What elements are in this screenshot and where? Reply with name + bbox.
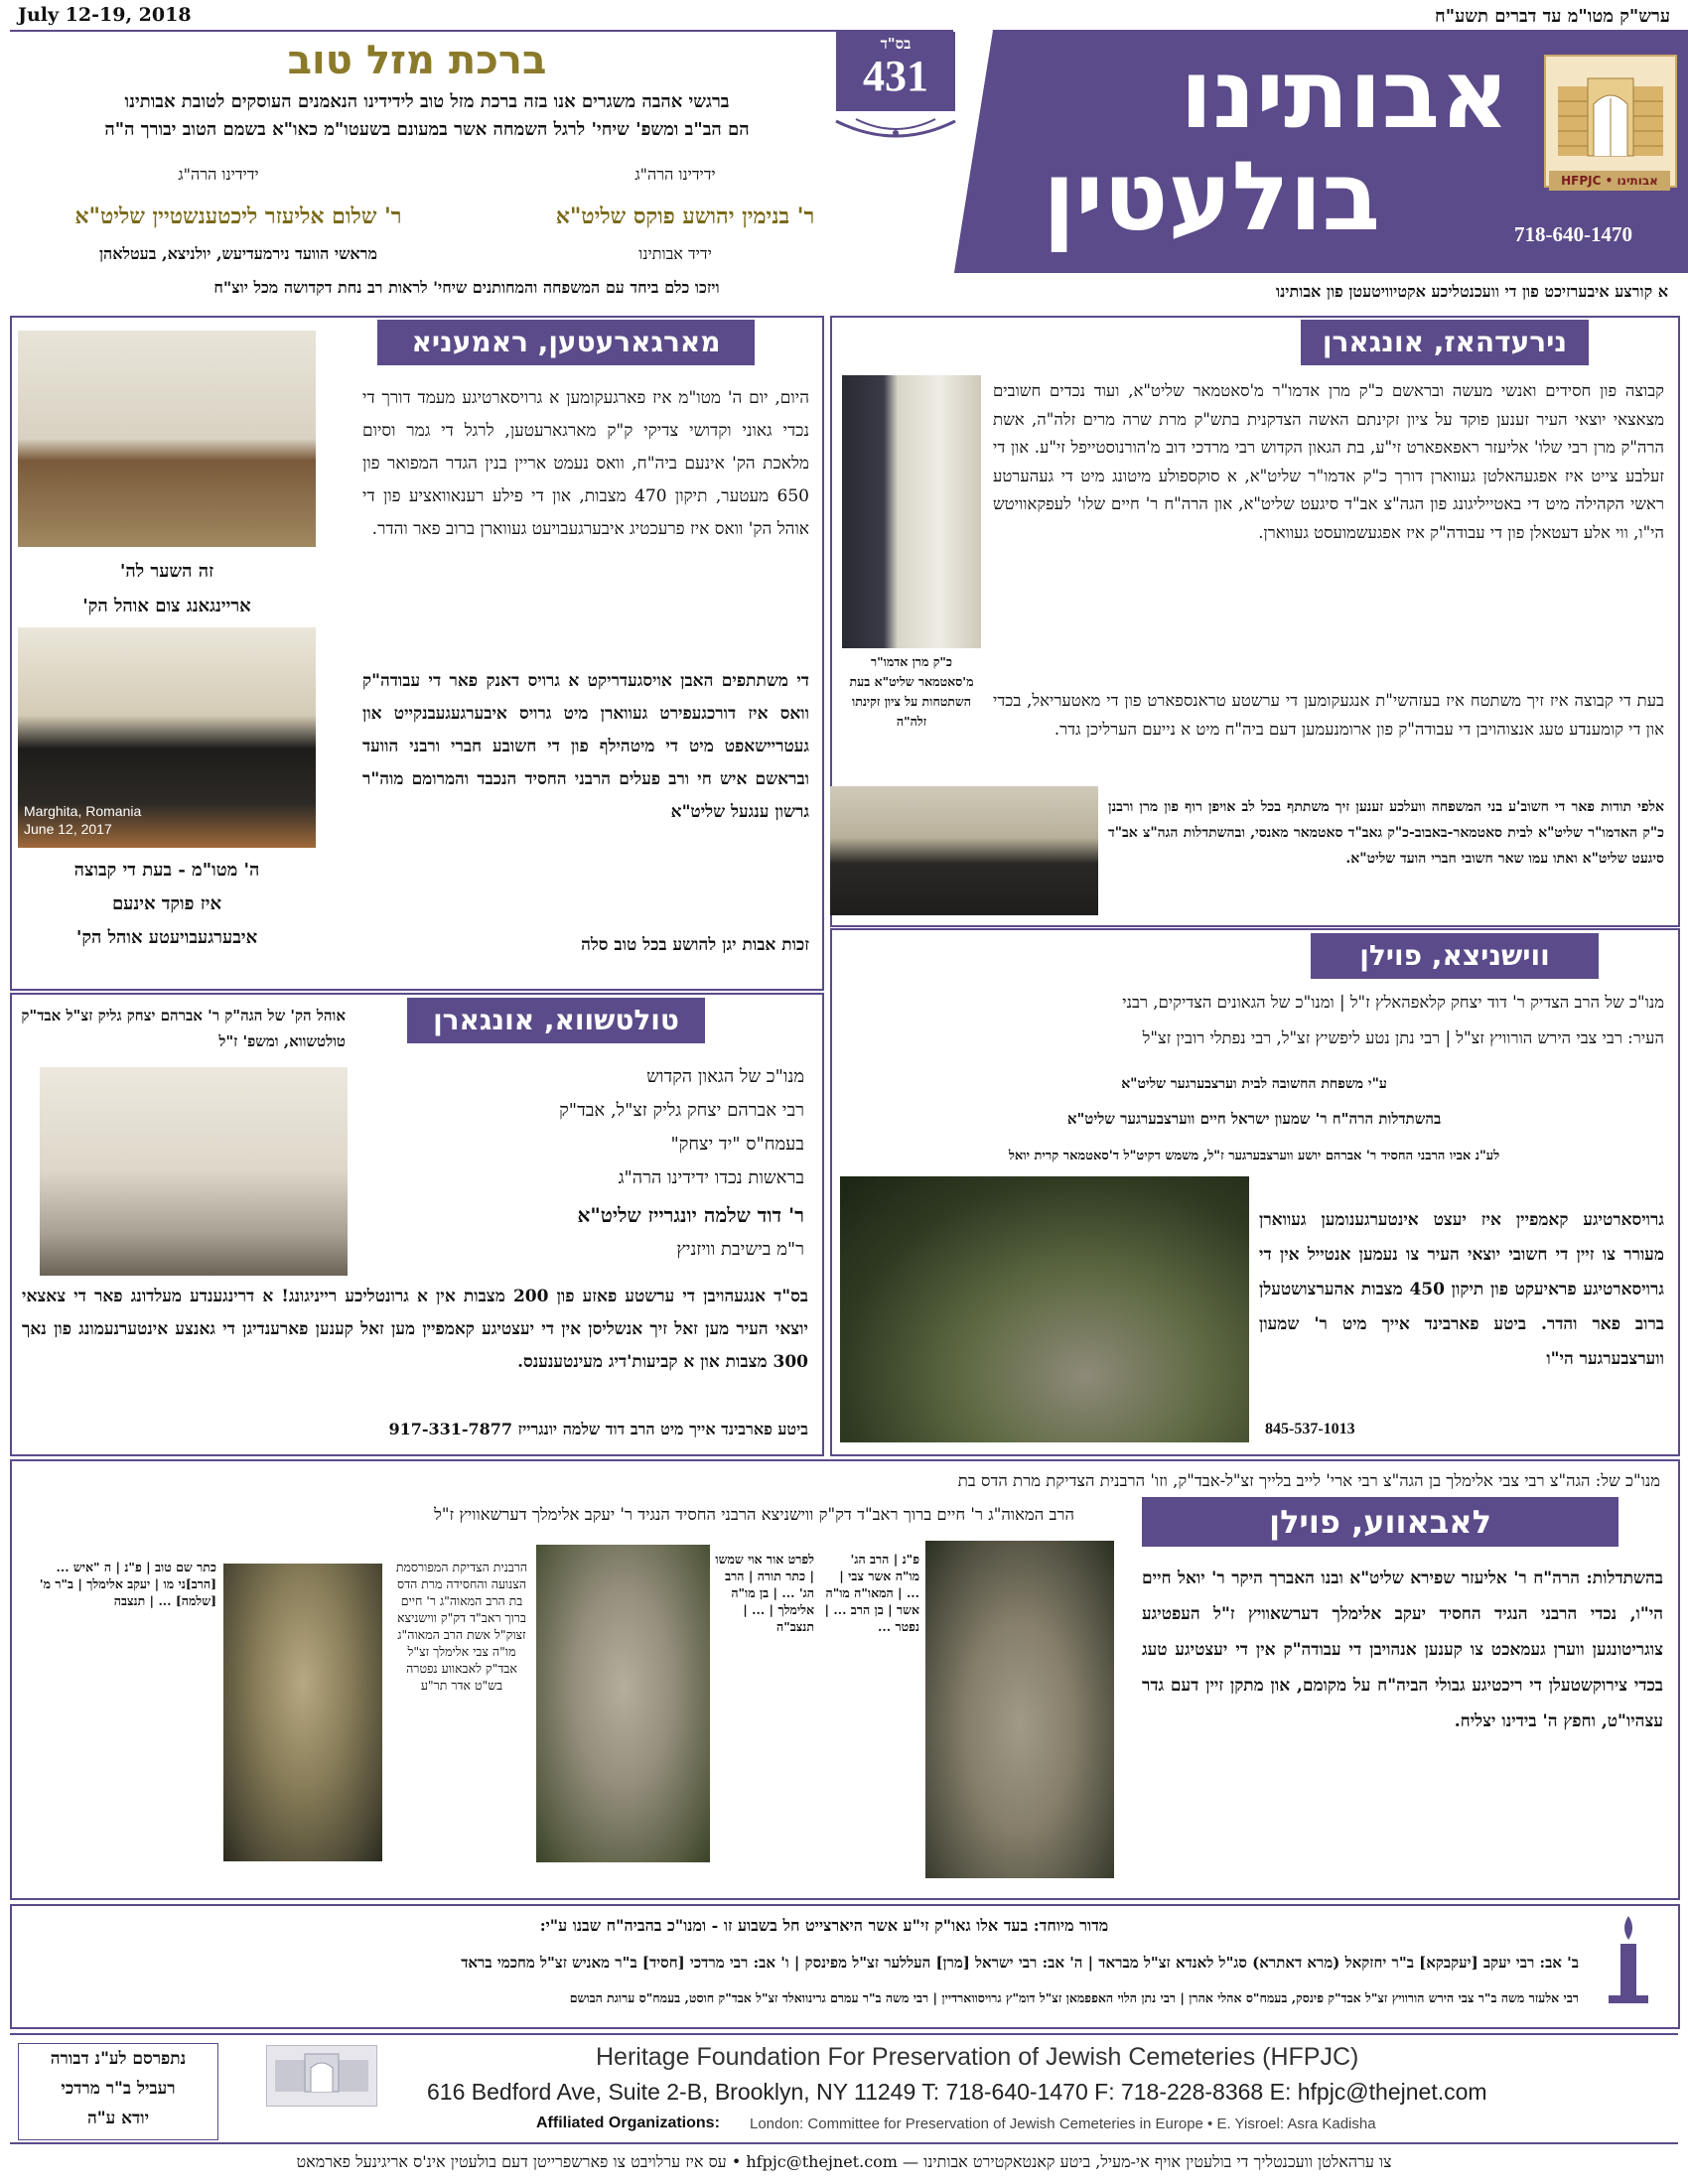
mazel-tov-title: ברכת מזל טוב: [287, 38, 547, 83]
issue-week: ערש"ק מטו"מ עד דברים תשע"ח: [1435, 6, 1670, 27]
tolcsva-line-1: מנו"כ של הגאון הקדוש: [646, 1066, 804, 1087]
marghita-title: מארגארעטען, ראמעניא: [377, 320, 755, 365]
tombstone-2-inscription: לפרט אור אוי שמשו | כתר תורה | הרב הג' ... | בן מו"ה אלימלך | ... | תנצב"ה: [715, 1552, 814, 1634]
lubaczow-text: בהשתדלות: הרה"ח ר' אליעזר שפירא שליט"א ובנו האברך היקר ר' יואל חיים הי"ו, נכדי הרבני הנגיד החסיד יעקב אלימלך דערשאוויץ ז"ל העפטיגע צוגריטונגען ווערן געמאכט צו קענען אנהויבן די עבודה"ק אין די יעצטיגע טעג בכדי צירוקשטעלן די ריכטיגע גבולי הביה"ח על מקומם, און מתקן זיין דעם גדר עצהיו"ט, וחפץ ה' בידינו יצליח.: [1142, 1569, 1663, 1731]
friend-1-role: ידיד אבותינו: [638, 244, 712, 263]
vishnitsa-line-2: העיר: רבי צבי הירש הורוויץ זצ"ל | רבי נתן נטע ליפשיץ זצ"ל, רבי נפתלי רובין זצ"ל: [1142, 1028, 1664, 1047]
issue-date: July 12-19, 2018: [18, 4, 192, 26]
lubaczow-top-2: הרב המאוה"ג ר' חיים ברוך ראב"ד דק"ק ווישניצא הרבני החסיד הנגיד ר' יעקב אלימלך דערשאוויץ ז"ל: [434, 1505, 1074, 1524]
yahrzeit-row-2: רבי אלעזר משה ב"ר צבי הירש הורוויץ זצ"ל אבד"ק פינסק, בעמח"ס אהלי אהרן | רבי נתן הלוי האפפמאן זצ"ל דומ"ץ גרויסווארדיין | רבי משה ב"ר עמרם גרינוואלד זצ"ל אבד"ק חוסט, בעמח"ס ערוגת הבושם: [569, 1990, 1579, 2005]
vishnitsa-line-3: ע"י משפחת החשובה לבית וערצבערגער שליט"א: [1121, 1076, 1387, 1092]
tolcsva-text: בס"ד אנגעהויבן די ערשטע פאזע פון 200 מצבות אין א גרונטליכע רייניגונג! א דרינגענדע מעלדונג פאר די צאצאי יוצאי העיר מען זאל זיך אנשליסן אין די יעצטיגע קאמפיין מען זאל קענען פארענדיגן די גאנצע אינטערנעמונג פון נאך 300 מצבות און א קביעות'דיג מעינטענענס.: [22, 1287, 808, 1372]
org-name: Heritage Foundation For Preservation of Jewish Cemeteries (HFPJC): [596, 2043, 1359, 2071]
marghita-caption-2a: ה' מטו"מ - בעת די קבוצה: [73, 860, 260, 881]
tolcsva-contact: ביטע פארבינד אייך מיט הרב דוד שלמה יונגרייז 917-331-7877: [388, 1420, 808, 1438]
mazel-tov-line-1: ברגשי אהבה משגרים אנו בזה ברכת מזל טוב לידידינו הנאמנים העוסקים לטובת אבותינו: [124, 91, 730, 112]
issue-prefix: בס"ד: [880, 35, 912, 53]
issue-number: 431: [863, 52, 928, 100]
photo-tombstone-2: [536, 1545, 710, 1862]
vishnitsa-text: גרויסארטיגע קאמפיין איז יעצט אינטערגענומען געווארן מעורר צו זיין די חשובי יוצאי העיר צו נעמען אנטייל אין די גרויסארטיגע פראיעקט פון תיקון 450 מצבות אהערצושטעלן ברוב פאר והדר. ביטע פארבינד אייך מיט ר' שמעון ווערצבערגער הי"ו: [1259, 1210, 1664, 1369]
tolcsva-title: טולטשווא, אונגארן: [407, 998, 705, 1043]
photo-stamp: Marghita, Romania June 12, 2017: [24, 803, 142, 837]
affiliated-label: Affiliated Organizations:: [536, 2115, 720, 2131]
lubaczow-title: לאבאווע, פוילן: [1142, 1497, 1618, 1547]
marghita-text-1: היום, יום ה' מטו"מ איז פארגעקומען א גרויסארטיגע מעמד דורך די נכדי גאוני וקדושי צדיקי ק"ק מארגארעטען, לרגל די גמר וסיום מלאכת הק' אינעם ביה"ח, וואס נעמט אריין בנין הגדר המפואר פון 650 מעטער, תיקון 470 מצבות, און די פילע רענאוואציע פון די אוהל הק' וואס איז פרעכטיג איבערגעבויעט געווארן ברוב פאר והדר.: [362, 388, 809, 539]
tolcsva-line-2: רבי אברהם יצחק גליק זצ"ל, אבד"ק: [559, 1100, 804, 1121]
nyiregyhaza-title: נירעדהאז, אונגארן: [1301, 320, 1589, 365]
marghita-text-3: זכות אבות יגן להושע בכל טוב סלה: [581, 935, 809, 955]
org-address: 616 Bedford Ave, Suite 2-B, Brooklyn, NY 11249 T: 718-640-1470 F: 718-228-8368 E: hfpjc@thejnet.com: [427, 2079, 1487, 2105]
tombstone-1-inscription: פ"נ | הרב הג' מו"ה אשר צבי | ... | המאו"ה מו"ה אשר | בן הרב ... | נפטר ...: [824, 1552, 919, 1634]
mazel-tov-line-2: הם הב"ב ומשפ' שיחי' לרגל השמחה אשר במעונם בשעטו"מ כאו"א בשמם הטוב יבורך ה"ה: [104, 119, 750, 140]
footer-rule-top: [10, 2033, 1678, 2035]
footer-rule-bottom: [10, 2142, 1678, 2144]
marghita-caption-1a: זה השער לה': [119, 561, 214, 582]
marghita-text-2: די משתתפים האבן אויסגעדריקט א גרויס דאנק פאר די עבודה"ק וואס איז דורכגעפירט געווארן מיט גרויס איבערגעגעבנקייט און געטריישאפט מיט די מיטהילף פון די חשובע חברי ורבני הוועד ובראשם איש חי ורב פעלים הרבני החסיד הנכבד והמרומם מוה"ר גרשון ענגעל שליט"א: [362, 671, 809, 822]
memorial-dedication: [18, 2043, 218, 2140]
tolcsva-photo-caption: אוהל הק' של הגה"ק ר' אברהם יצחק גליק זצ"ל אבד"ק טולטשווא, ומשפ' ז"ל: [21, 1007, 346, 1050]
vishnitsa-phone: 845-537-1013: [1265, 1421, 1355, 1437]
friend-2-label: ידידינו הרה"ג: [178, 165, 259, 184]
photo-tombstone-1: [925, 1541, 1114, 1878]
memorial-line-3: יודא ע"ה: [86, 2109, 150, 2128]
footer-bottom-note: צו ערהאלטן וועכנטליך די בולעטין אויף אי-מעיל, ביטע קאנטאקטירט אבותינו — hfpjc@thejnet.com • עס איז ערלויבט צו פארשפרייטן דעם בולעטין אינ'ס אריגינעל פארמאט: [296, 2152, 1392, 2171]
mazel-tov-blessing: ויזכו כלם ביחד עם המשפחה והמחותנים שיחי' לראות רב נחת דקדושה מכל יוצ"ח: [213, 278, 720, 297]
ornament-icon: [826, 111, 965, 151]
bulletin-title-2: בולעטין: [1043, 141, 1380, 252]
nyiregyhaza-text-3: אלפי תודות פאר די חשוב'ע בני המשפחה וועלכע זענען זיך משתתף בכל לב אויפן רוף פון מרן ורבנן כ"ק האדמו"ר שליט"א לבית סאטמאר-באבוב-כ"ק גאב"ד סאטמאר מאנסי, ובהשתדלות הגה"צ אב"ד סיגעט שליט"א ואתו עמו שאר חשובי חברי הועד שליט"א.: [1108, 799, 1664, 867]
memorial-line-1: נתפרסם לע"נ דבורה: [50, 2049, 187, 2069]
tolcsva-line-5: ר' דוד שלמה יונגרייז שליט"א: [577, 1203, 804, 1227]
cemetery-gate-icon: [267, 2046, 376, 2106]
hfpjc-phone: 718-640-1470: [1514, 222, 1632, 246]
marghita-caption-2b: איז פוקד אינעם: [111, 893, 222, 914]
friend-2-role: מראשי הוועד נירמעדיעש, יולניצא, בעטלאהן: [98, 244, 378, 263]
memorial-candle-icon: [1599, 1912, 1658, 2011]
logo-label: HFPJC • אבותינו: [1549, 171, 1670, 191]
nyiregyhaza-text-2: בעת די קבוצה איז זיך משתטח איז בעזהשי"ת אנגעקומען די ערשטע טראנספארט פון די מאטעריאל, בכדי און די קומענדע טעג אנצוהויבן די עבודה"ק פון ארומנעמען דעם ביה"ח מיט א נייעם הערליכן גדר.: [993, 691, 1664, 739]
memorial-line-2: רעביל ב"ר מרדכי: [61, 2079, 176, 2099]
tombstone-3-inscription: הרבנית הצדיקת המפורסמת הצנועה והחסידה מרת הדס בת הרב המאוה"ג ר' חיים ברוך ראב"ד דק"ק ווישניצא זצוק"ל אשת הרב המאוה"ג מו"ה צבי אלימלך זצ"ל אבד"ק לאבאווע נפטרה בש"ט אדר תר"ע: [395, 1560, 528, 1693]
photo-tombstone-3: [223, 1564, 382, 1861]
lubaczow-top-1: מנו"כ של: הגה"צ רבי צבי אלימלך בן הגה"צ רבי ארי' לייב בלייך זצ"ל-אבד"ק, וזו' הרבנית הצדיקת מרת הדס בת: [957, 1471, 1660, 1490]
yahrzeit-title: מדור מיוחד: בעד אלו גאו"ק זי"ע אשר היארצייט חל בשבוע זו - ומנו"כ בהביה"ח שבנו ע"י:: [539, 1916, 1109, 1935]
vishnitsa-line-5: לע"נ אביו הרבני החסיד ר' אברהם יושע ווערצבערגער ז"ל, משמש דקיט"ל ד'סאטמאר קרית יואל: [1008, 1149, 1500, 1163]
yahrzeit-row-1: ב' אב: רבי יעקב [יעקבקא] ב"ר יחזקאל (מרא דאתרא) סג"ל לאנדא זצ"ל מבראד | ה' אב: רבי ישראל [מרן] העללער זצ"ל מפינסק | ו' אב: רבי מרדכי [חסיד] ב"ר מאניש זצ"ל מחכמי בראד: [461, 1954, 1579, 1972]
affiliated-orgs: London: Committee for Preservation of Jewish Cemeteries in Europe • E. Yisroel: Asra Kadisha: [750, 2116, 1376, 2132]
masthead-subtitle: א קורצע איבערזיכט פון די וועכנטליכע אקטיוויטעטן פון אבותינו: [1275, 282, 1668, 301]
photo-ohel-entrance: [18, 331, 316, 547]
vishnitsa-title: ווישניצא, פוילן: [1311, 933, 1599, 979]
marghita-caption-2c: איבערגעבויעטע אוהל הק': [75, 927, 258, 948]
tolcsva-line-6: ר"מ בישיבת וויזניץ: [676, 1239, 804, 1260]
photo-vishnitsa-cemetery: [840, 1176, 1249, 1442]
photo-rebbe-at-tomb: [842, 375, 981, 648]
photo-tolcsva-ohel: [40, 1067, 348, 1276]
tolcsva-line-3: בעמח"ס "יד יצחק": [670, 1134, 804, 1155]
nyiregyhaza-text-1: קבוצה פון חסידים ואנשי מעשה ובראשם כ"ק מרן אדמו"ר מ'סאטמאר שליט"א, ועוד נכדים חשובים מצאצאי יוצאי העיר זענען פוקד על ציון זקינתם האשה הצדקנית בתש"ק מרת שרה מרים זלה"ה, אשת הרה"ק מרן רבי שלו' אליעזר ראפאפארט זי"ע, בת הגאון הקדוש רבי מרדכי דוב מ'הורנוסטייפל זי"ע. און די זעלבע צייט איז אפגעהאלטן געווארן דורך כ"ק אדמו"ר שליט"א, א סוקספולע מיטונג מיט די געהערטע ראשי הקהילה מיט די באטייליגונג פון הגה"צ אב"ד סיגעט שליט"א, און הרה"ח ר' חיים שלו' לעפקאוויטש הי"ו, ווי אלע דעטאלן פון די עבודה"ק איז אפגעשמועסט געווארן.: [993, 381, 1664, 542]
photo-group-in-ohel: [830, 786, 1098, 915]
tolcsva-line-4: בראשות נכדו ידידינו הרה"ג: [618, 1167, 804, 1188]
cemetery-gate-icon: [1546, 57, 1675, 186]
tombstone-4-inscription: כתר שם טוב | פ"נ | ה "איש ... [הרב]ני מו | יעקב אלימלך | ב"ר מ' [שלמה] ... | תנצבה: [39, 1560, 216, 1608]
nyiregyhaza-photo-caption: כ"ק מרן אדמו"ר מ'סאטמאר שליט"א בעת השתטחות על ציון זקינתו זלה"ה: [849, 654, 974, 729]
vishnitsa-line-4: בהשתדלות הרה"ח ר' שמעון ישראל חיים ווערצבערגער שליט"א: [1066, 1110, 1442, 1128]
marghita-caption-1b: אריינגאנג צום אוהל הק': [82, 596, 251, 616]
friend-1-name: ר' בנימין יהושע פוקס שליט"א: [555, 204, 815, 229]
vishnitsa-line-1: מנו"כ של הרב הצדיק ר' דוד יצחק קלאפהאלץ ז"ל | ומנו"כ של הגאונים הצדיקים, רבני: [1122, 993, 1664, 1012]
hfpjc-logo: [1544, 55, 1677, 188]
footer-logo: [266, 2045, 377, 2107]
issue-badge: [836, 32, 955, 111]
bulletin-title-1: אבותינו: [1180, 39, 1509, 150]
friend-2-name: ר' שלום אליעזר ליכטענשטיין שליט"א: [74, 204, 402, 229]
friend-1-label: ידידינו הרה"ג: [634, 165, 716, 184]
